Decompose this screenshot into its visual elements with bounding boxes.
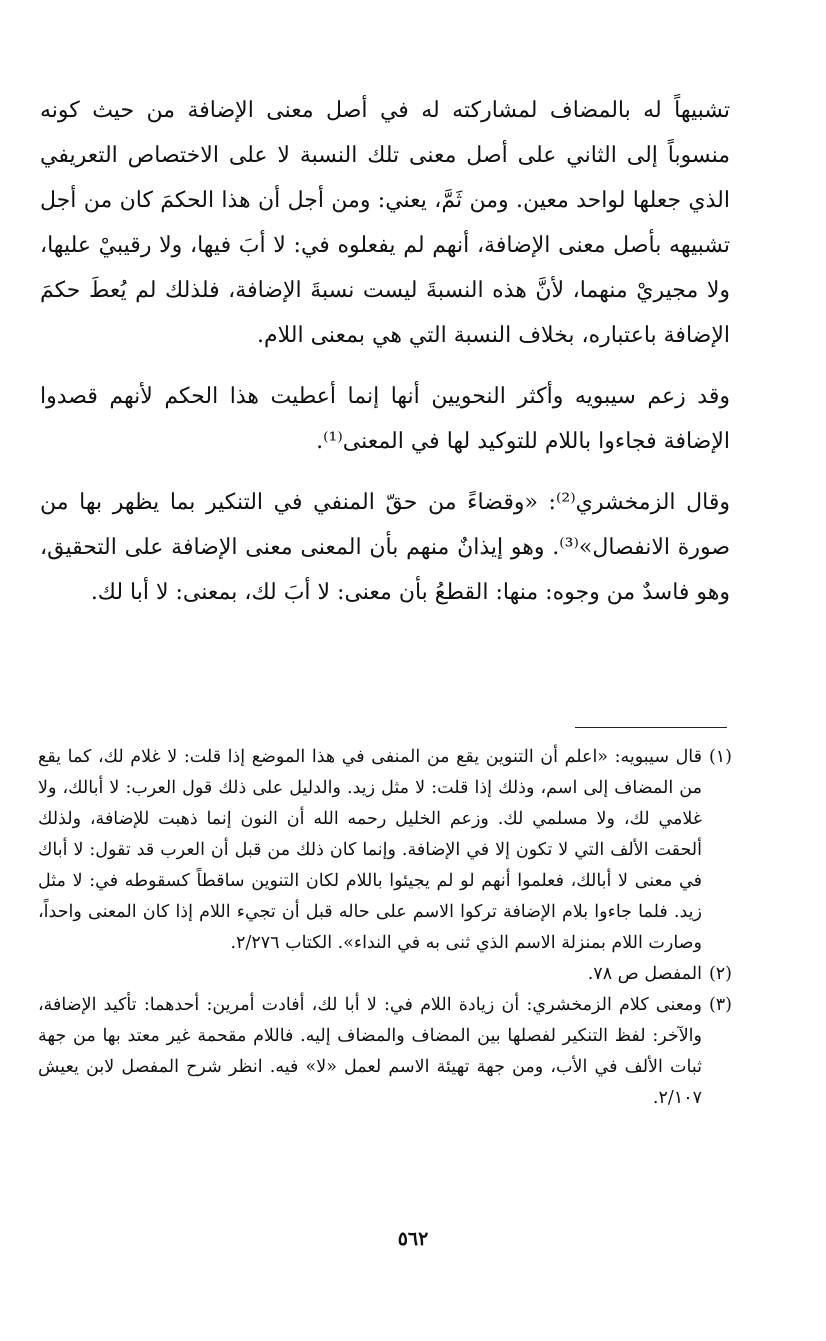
footnote-3 bbox=[38, 990, 732, 1114]
footnote-number: (٣) bbox=[708, 995, 732, 1015]
footnote-text: المفصل ص ٧٨. bbox=[587, 964, 702, 984]
footnote-number: (١) bbox=[708, 747, 732, 767]
main-text bbox=[40, 88, 730, 615]
paragraph-2: وقد زعم سيبويه وأكثر النحويين أنها إنما أعطيت هذا الحكم لأنهم قصدوا الإضافة فجاءوا باللام للتوكيد لها في المعنى⁽¹⁾. bbox=[40, 384, 730, 454]
footnote-text: ومعنى كلام الزمخشري: أن زيادة اللام في: لا أبا لك، أفادت أمرين: أحدهما: تأكيد الإضافة، والآخر: لفظ التنكير لفصلها بين المضاف والمضاف إليه. فاللام مقحمة غير معتد بها من جهة ثبات الألف في الأب، ومن جهة تهيئة الاسم لعمل «لا» فيه. انظر شرح المفصل لابن يعيش ٢/١٠٧. bbox=[38, 995, 702, 1108]
footnote-2 bbox=[38, 959, 732, 990]
footnote-divider bbox=[575, 727, 727, 728]
footnote-number: (٢) bbox=[708, 964, 732, 984]
footnote-1 bbox=[38, 742, 732, 959]
paragraph-3: وقال الزمخشري⁽²⁾: «وقضاءً من حقّ المنفي في التنكير بما يظهر بها من صورة الانفصال»⁽³⁾. وهو إيذانٌ منهم بأن المعنى معنى الإضافة على التحقيق، وهو فاسدٌ من وجوه: منها: القطعُ بأن معنى: لا أبَ لك، بمعنى: لا أبا لك. bbox=[40, 490, 730, 605]
footnote-text: قال سيبويه: «اعلم أن التنوين يقع من المنفى في هذا الموضع إذا قلت: لا غلام لك، كما يقع من المضاف إلى اسم، وذلك إذا قلت: لا مثل زيد. والدليل على ذلك قول العرب: لا أبالك، ولا غلامي لك، ولا مسلمي لك. وزعم الخليل رحمه الله أن النون إنما ذهبت للإضافة، ولذلك ألحقت الألف التي لا تكون إلا في الإضافة. وإنما كان ذلك من قبل أن العرب قد تقول: لا أباك في معنى لا أبالك، فعلموا أنهم لو لم يجيئوا باللام لكان التنوين ساقطاً كسقوطه في: لا مثل زيد. فلما جاءوا بلام الإضافة تركوا الاسم على حاله قبل أن تجيء اللام إذا كان المعنى واحداً، وصارت اللام بمنزلة الاسم الذي ثنى به في النداء». الكتاب ٢/٢٧٦. bbox=[38, 747, 702, 953]
page-number: ٥٦٢ bbox=[397, 1228, 429, 1250]
paragraph-1: تشبيهاً له بالمضاف لمشاركته له في أصل معنى الإضافة من حيث كونه منسوباً إلى الثاني على أصل معنى تلك النسبة لا على الاختصاص التعريفي الذي جعلها لواحد معين. ومن ثَمَّ، يعني: ومن أجل أن هذا الحكمَ كان من أجل تشبيهه بأصل معنى الإضافة، أنهم لم يفعلوه في: لا أبَ فيها، ولا رقيبيْ عليها، ولا مجيريْ منهما، لأنَّ هذه النسبةَ ليست نسبةَ الإضافة، فلذلك لم يُعطَ حكمَ الإضافة باعتباره، بخلاف النسبة التي هي بمعنى اللام. bbox=[40, 98, 730, 348]
footnotes bbox=[38, 742, 732, 1114]
